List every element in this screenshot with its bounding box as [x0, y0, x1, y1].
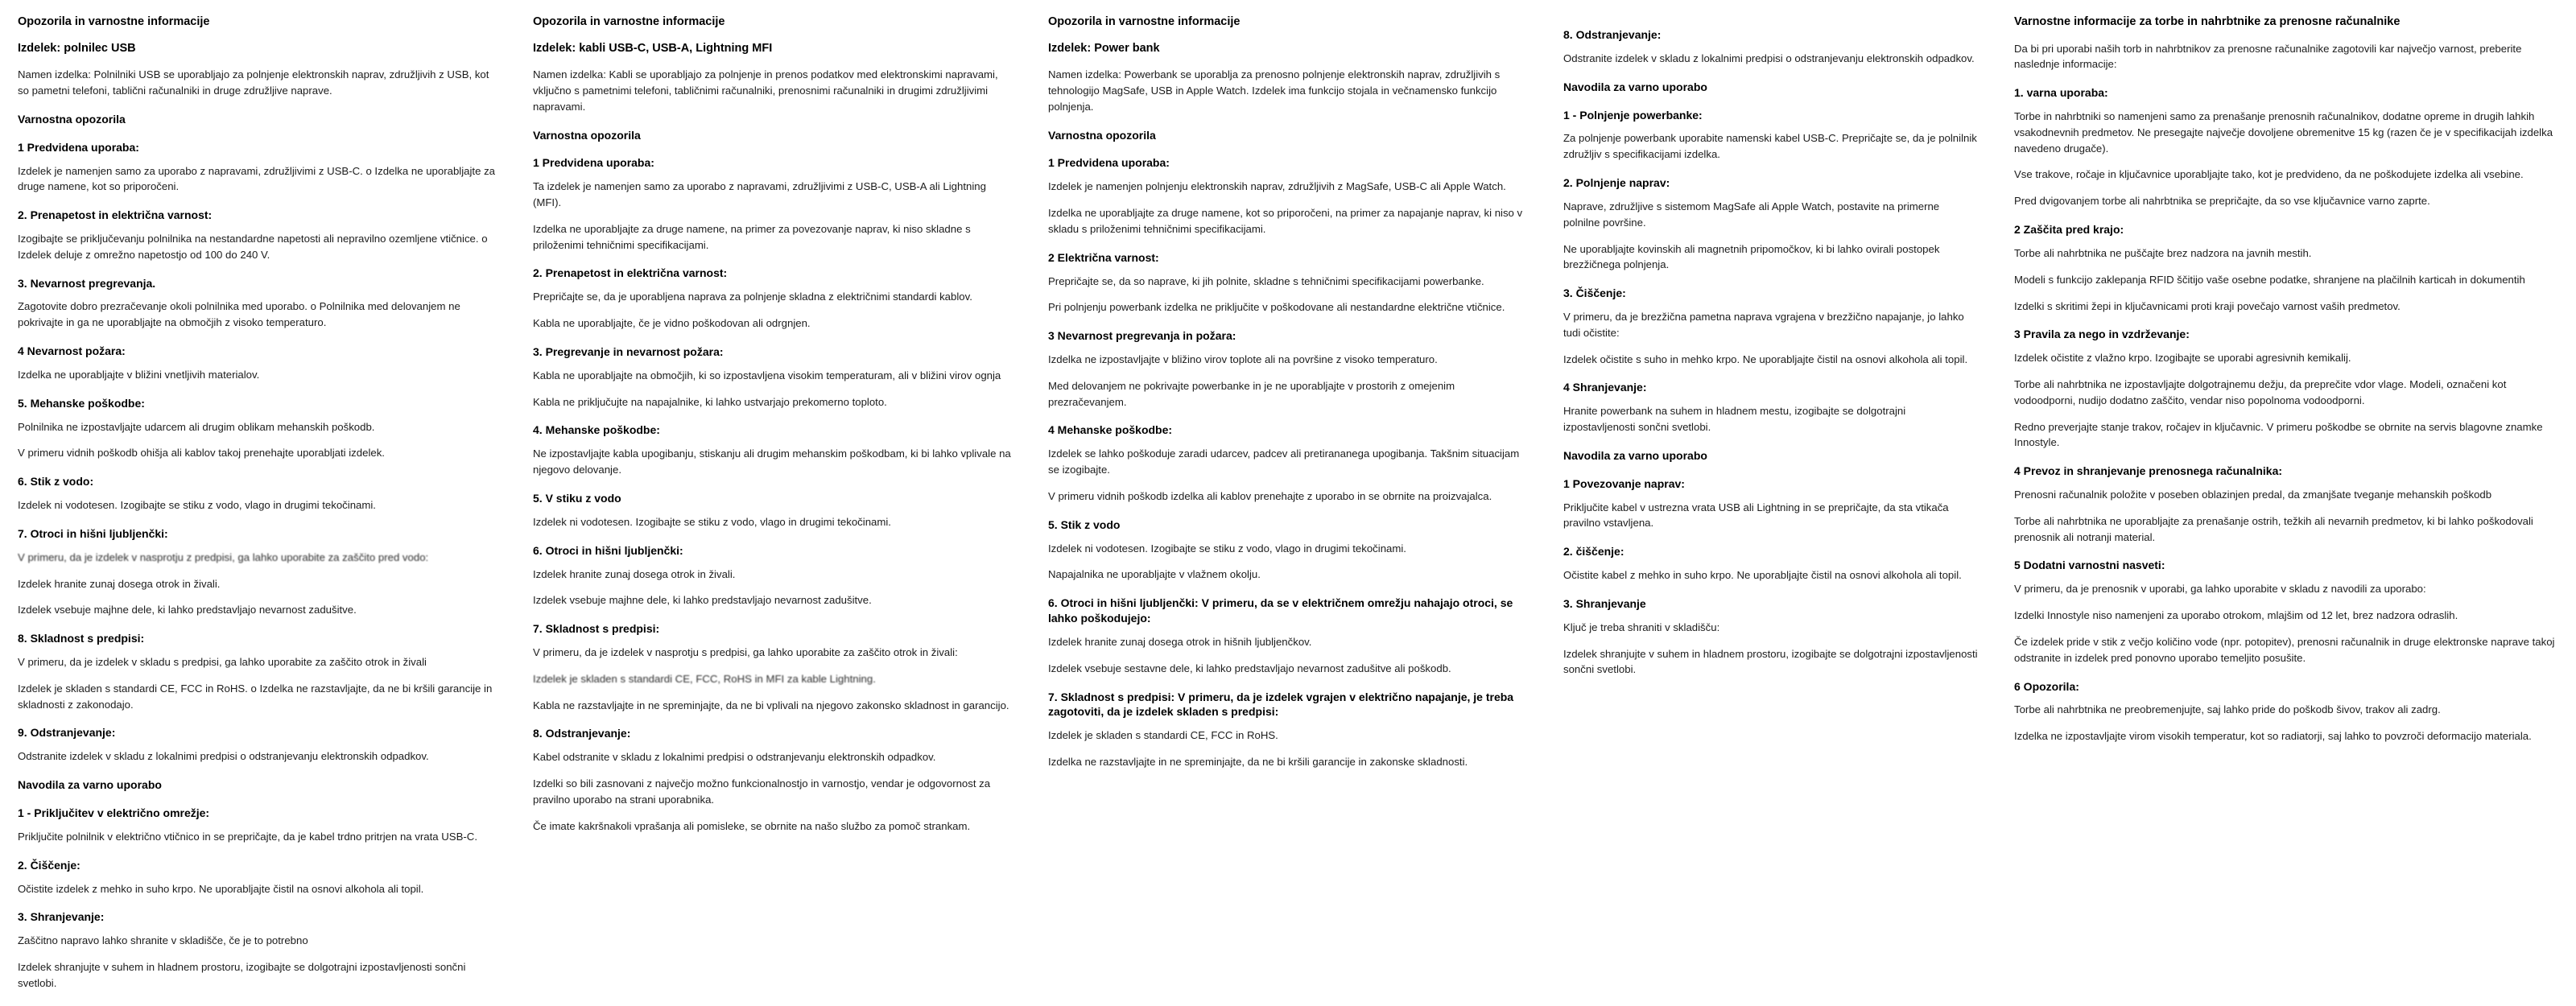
paragraph: Za polnjenje powerbank uporabite namenski kabel USB-C. Prepričajte se, da je polnilnik združljiv s specifikacijami izdelka.	[1563, 132, 1977, 161]
document-column-disposal-usage	[1546, 14, 1996, 688]
paragraph: Ne izpostavljajte kabla upogibanju, stiskanju ali drugim mehanskim poškodbam, ki bi lahko vplivale na njegovo delovanje.	[533, 447, 1011, 476]
paragraph: Očistite izdelek z mehko in suho krpo. Ne uporabljajte čistil na osnovi alkohola ali topil.	[18, 882, 424, 895]
section-heading: 7. Otroci in hišni ljubljenčki:	[18, 526, 168, 540]
section-heading: 1. varna uporaba:	[2014, 86, 2108, 100]
paragraph: Kabla ne priključujte na napajalnike, ki lahko ustvarjajo prekomerno toploto.	[533, 395, 887, 408]
section-heading: 5. Mehanske poškodbe:	[18, 396, 145, 410]
paragraph: Kabel odstranite v skladu z lokalnimi predpisi o odstranjevanju elektronskih odpadkov.	[533, 751, 936, 764]
section-heading: 2. Polnjenje naprav:	[1563, 176, 1670, 190]
paragraph: Če imate kakršnakoli vprašanja ali pomislekе, se obrnite na našo službo za pomoč strankam.	[533, 819, 971, 832]
paragraph: Prepričajte se, da so naprave, ki jih polnite, skladne s tehničnimi specifikacijami powerbanke.	[1048, 274, 1484, 287]
paragraph: Namen izdelka: Polnilniki USB se uporabljajo za polnjenje elektronskih naprav, združljivih z USB, kot so pametni telefoni, tablični računalniki in druge združljive naprave.	[18, 68, 489, 97]
paragraph: Polnilnika ne izpostavljajte udarcem ali drugim oblikam mehanskih poškodb.	[18, 420, 375, 433]
document-column-bags	[1996, 14, 2576, 755]
paragraph: Izdelka ne izpostavljajte virom visokih temperatur, kot so radiatorji, saj lahko to povzroči deformacijo materiala.	[2014, 730, 2532, 743]
paragraph: Da bi pri uporabi naših torb in nahrbtnikov za prenosne računalnike zagotovili kar največjo varnost, preberite naslednje informacije:	[2014, 42, 2522, 71]
paragraph: Izdelka ne uporabljajte za druge namene, na primer za povezovanje naprav, ki niso skladne s priloženimi tehničnimi specifikacijami.	[533, 222, 971, 251]
paragraph: V primeru, da je brezžična pametna naprava vgrajena v brezžično napajanje, jo lahko tudi očistite:	[1563, 311, 1964, 339]
section-title: Varnostne informacije za torbe in nahrbtnike za prenosne računalnike	[2014, 15, 2401, 28]
paragraph: Prepričajte se, da je uporabljena naprava za polnjenje skladna z električnimi standardi kablov.	[533, 291, 972, 303]
section-heading: 2. čiščenje:	[1563, 545, 1624, 559]
section-heading: Navodila za varno uporabo	[1563, 80, 1707, 93]
section-heading: Navodila za varno uporabo	[18, 778, 162, 792]
paragraph: Vse trakove, ročaje in ključavnice uporabljajte tako, kot je predvideno, da ne poškodujete izdelka ali vsebine.	[2014, 168, 2524, 181]
section-heading: 3. Nevarnost pregrevanja.	[18, 276, 156, 290]
paragraph: Izdelek shranjujte v suhem in hladnem prostoru, izogibajte se dolgotrajni izpostavljenosti sončni svetlobi.	[18, 961, 466, 989]
paragraph: Torbe ali nahrbtnika ne izpostavljajte dolgotrajnemu dežju, da preprečite vdor vlage. Modeli, označeni kot vodoodporni, nudijo dodatno zaščito, vendar niso popolnoma vodoodporni.	[2014, 378, 2507, 406]
section-heading: 6. Stik z vodo:	[18, 475, 94, 489]
section-heading: 2 Zaščita pred krajo:	[2014, 223, 2124, 237]
document-column-cables	[515, 14, 1030, 844]
paragraph: Prenosni računalnik položite v poseben oblazinjen predal, da zmanjšate tveganje mehanskih poškodb	[2014, 489, 2492, 501]
paragraph: Kabla ne uporabljajte na območjih, ki so izpostavljena visokim temperaturam, ali v bližini virov ognja	[533, 369, 1001, 381]
product-title: Izdelek: kabli USB-C, USB-A, Lightning MFI	[533, 41, 773, 55]
section-heading: Varnostna opozorila	[18, 112, 126, 126]
paragraph: Izdelek vsebuje majhne dele, ki lahko predstavljajo nevarnost zadušitve.	[533, 594, 872, 607]
paragraph: Torbe ali nahrbtnika ne preobremenjujte, saj lahko pride do poškodb šivov, trakov ali zadrg.	[2014, 703, 2441, 716]
paragraph: Očistite kabel z mehko in suho krpo. Ne uporabljajte čistil na osnovi alkohola ali topil.	[1563, 569, 1962, 582]
section-heading: 4 Shranjevanje:	[1563, 381, 1647, 394]
paragraph: Priključite kabel v ustrezna vrata USB ali Lightning in se prepričajte, da sta vtikača pravilno vstavljena.	[1563, 501, 1949, 530]
section-heading: 1 Povezovanje naprav:	[1563, 476, 1685, 490]
paragraph: Pred dvigovanjem torbe ali nahrbtnika se prepričajte, da so vse ključavnice varno zaprte.	[2014, 195, 2430, 208]
paragraph: Izdelek je namenjen polnjenju elektronskih naprav, združljivih z MagSafe, USB-C ali Apple Watch.	[1048, 180, 1506, 193]
section-heading: 4 Mehanske poškodbe:	[1048, 423, 1173, 437]
section-heading: 3. Pregrevanje in nevarnost požara:	[533, 344, 724, 358]
section-heading: Navodila za varno uporabo	[1563, 448, 1707, 462]
paragraph: Zagotovite dobro prezračevanje okoli polnilnika med uporabo. o Polnilnika med delovanjem ne pokrivajte in ga ne uporabljajte na območjih z visoko temperaturo.	[18, 300, 460, 329]
document-column-powerbank	[1030, 14, 1546, 781]
section-heading: 1 Predvidena uporaba:	[533, 156, 654, 170]
section-heading: 7. Skladnost s predpisi:	[533, 622, 660, 636]
paragraph: Če izdelek pride v stik z večjo količino vode (npr. potopitev), prenosni računalnik in druge elektronske naprave takoj odstranite in izdelek pred ponovno uporabo temeljito posušite.	[2014, 635, 2555, 664]
section-heading: 3 Pravila za nego in vzdrževanje:	[2014, 328, 2190, 341]
paragraph: Izdelka ne razstavljajte in ne spreminjajte, da ne bi kršili garancije in zakonske skladnosti.	[1048, 756, 1468, 769]
section-heading: 3. Shranjevanje:	[18, 910, 105, 924]
section-heading: 7. Skladnost s predpisi: V primeru, da je izdelek vgrajen v električno napajanje, je treba zagotoviti, da je izdelek skladen s predpisi:	[1048, 690, 1514, 719]
paragraph: Izdelek vsebuje sestavne dele, ki lahko predstavljajo nevarnost zadušitve ali poškodb.	[1048, 662, 1451, 674]
paragraph: Odstranite izdelek v skladu z lokalnimi predpisi o odstranjevanju elektronskih odpadkov.	[1563, 52, 1975, 64]
paragraph: V primeru, da je izdelek v skladu s predpisi, ga lahko uporabite za zaščito otrok in živali	[18, 656, 427, 669]
section-heading: 6 Opozorila:	[2014, 679, 2079, 693]
section-heading: 3. Shranjevanje	[1563, 596, 1646, 610]
paragraph: Izdelek vsebuje majhne dele, ki lahko predstavljajo nevarnost zadušitve.	[18, 604, 357, 616]
paragraph: Kabla ne razstavljajte in ne spreminjajte, da ne bi vplivali na njegovo zakonsko skladnost in garancijo.	[533, 699, 1009, 711]
paragraph: Izdelek hranite zunaj dosega otrok in živali.	[18, 577, 221, 590]
paragraph: V primeru vidnih poškodb izdelka ali kablov prenehajte z uporabo in se obrnite na proizvajalca.	[1048, 489, 1492, 502]
paragraph: Hranite powerbank na suhem in hladnem mestu, izogibajte se dolgotrajni izpostavljenosti sončni svetlobi.	[1563, 405, 1906, 434]
paragraph: Izdelka ne izpostavljajte v bližino virov toplote ali na površine z visoko temperaturo.	[1048, 353, 1438, 366]
paragraph: Torbe ali nahrbtnika ne puščajte brez nadzora na javnih mestih.	[2014, 246, 2312, 259]
section-heading: 2. Čiščenje:	[18, 858, 80, 872]
section-heading: Varnostna opozorila	[1048, 128, 1156, 142]
paragraph: V primeru, da je prenosnik v uporabi, ga lahko uporabite v skladu z navodili za uporabo:	[2014, 583, 2426, 596]
paragraph: Priključite polnilnik v električno vtičnico in se prepričajte, da je kabel trdno pritrjen na vrata USB-C.	[18, 830, 477, 843]
paragraph: Zaščitno napravo lahko shranite v skladišče, če je to potrebno	[18, 934, 308, 947]
paragraph: Naprave, združljive s sistemom MagSafe ali Apple Watch, postavite na primerne polnilne površine.	[1563, 200, 1940, 229]
section-heading: 6. Otroci in hišni ljubljenčki:	[533, 543, 683, 557]
paragraph: Kabla ne uporabljajte, če je vidno poškodovan ali odrgnjen.	[533, 317, 811, 330]
paragraph: Izogibajte se priključevanju polnilnika na nestandardne napetosti ali nepravilno ozemljene vtičnice. o Izdelek deluje z omrežno napetostjo od 100 do 240 V.	[18, 232, 488, 261]
paragraph: V primeru, da je izdelek v nasprotju z predpisi, ga lahko uporabite za zaščito pred vodo:	[18, 550, 429, 563]
paragraph: Izdelek ni vodotesen. Izogibajte se stiku z vodo, vlago in drugimi tekočinami.	[1048, 542, 1406, 555]
section-heading: 8. Odstranjevanje:	[1563, 28, 1662, 41]
paragraph: V primeru, da je izdelek v nasprotju s predpisi, ga lahko uporabite za zaščito otrok in živali:	[533, 646, 958, 658]
paragraph: Modeli s funkcijo zaklepanja RFID ščitijo vaše osebne podatke, shranjene na plačilnih karticah in dokumentih	[2014, 273, 2525, 286]
paragraph: V primeru vidnih poškodb ohišja ali kablov takoj prenehajte uporabljati izdelek.	[18, 447, 385, 460]
paragraph: Izdelek očistite z vlažno krpo. Izogibajte se uporabi agresivnih kemikalij.	[2014, 352, 2351, 365]
paragraph: Izdelki s skritimi žepi in ključavnicami proti kraji povečajo varnost vaših predmetov.	[2014, 299, 2401, 312]
paragraph: Izdelek je skladen s standardi CE, FCC, RoHS in MFI za kable Lightning.	[533, 672, 876, 685]
paragraph: Izdelek ni vodotesen. Izogibajte se stiku z vodo, vlago in drugimi tekočinami.	[533, 515, 891, 528]
section-heading: 2. Prenapetost in električna varnost:	[18, 208, 213, 222]
paragraph: Izdelki so bili zasnovani z največjo možno funkcionalnostjo in varnostjo, vendar je odgovornost za pravilno uporabo na strani uporabnika.	[533, 777, 991, 806]
paragraph: Izdelek se lahko poškoduje zaradi udarcev, padcev ali pretirananega upogibanja. Takšnim situacijam se izogibajte.	[1048, 447, 1520, 476]
paragraph: Ne uporabljajte kovinskih ali magnetnih pripomočkov, ki bi lahko ovirali postopek brezžičnega polnjenja.	[1563, 242, 1940, 271]
paragraph: Izdelek je skladen s standardi CE, FCC in RoHS.	[1048, 729, 1278, 742]
paragraph: Med delovanjem ne pokrivajte powerbanke in je ne uporabljajte v prostorih z omejenim prezračevanjem.	[1048, 379, 1455, 408]
section-heading: 8. Skladnost s predpisi:	[18, 632, 145, 645]
paragraph: Namen izdelka: Kabli se uporabljajo za polnjenje in prenos podatkov med elektronskimi napravami, vključno s pametnimi telefoni, tabličnimi računalniki, prenosnimi računalniki in drugimi združljivimi napravami.	[533, 68, 998, 113]
paragraph: Ključ je treba shraniti v skladišču:	[1563, 621, 1720, 633]
paragraph: Izdelek je skladen s standardi CE, FCC in RoHS. o Izdelka ne razstavljajte, da ne bi kršili garancije in skladnosti z zakonodajo.	[18, 682, 493, 711]
paragraph: Izdelek očistite s suho in mehko krpo. Ne uporabljajte čistil na osnovi alkohola ali topil.	[1563, 353, 1968, 365]
section-heading: 2. Prenapetost in električna varnost:	[533, 266, 728, 280]
section-heading: 4. Mehanske poškodbe:	[533, 423, 660, 437]
section-heading: 4 Nevarnost požara:	[18, 344, 126, 358]
section-heading: 1 - Priključitev v električno omrežje:	[18, 806, 210, 820]
section-title: Opozorila in varnostne informacije	[533, 15, 725, 28]
paragraph: Izdelka ne uporabljajte za druge namene, kot so priporočeni, na primer za napajanje naprav, ki niso v skladu s priloženimi tehničnimi specifikacijami.	[1048, 207, 1523, 235]
paragraph: Izdelka ne uporabljajte v bližini vnetljivih materialov.	[18, 368, 260, 381]
paragraph: Izdelek ni vodotesen. Izogibajte se stiku z vodo, vlago in drugimi tekočinami.	[18, 499, 376, 512]
paragraph: Izdelki Innostyle niso namenjeni za uporabo otrokom, mlajšim od 12 let, brez nadzora odraslih.	[2014, 609, 2458, 622]
section-heading: 5. Stik z vodo	[1048, 517, 1121, 531]
section-heading: 3 Nevarnost pregrevanja in požara:	[1048, 329, 1236, 343]
section-heading: Varnostna opozorila	[533, 128, 641, 142]
product-title: Izdelek: Power bank	[1048, 41, 1160, 55]
section-heading: 8. Odstranjevanje:	[533, 727, 631, 740]
section-heading: 2 Električna varnost:	[1048, 250, 1159, 264]
paragraph: Torbe ali nahrbtnika ne uporabljajte za prenašanje ostrih, težkih ali nevarnih predmetov, ki bi lahko poškodovali prenosnik ali notranji material.	[2014, 514, 2533, 543]
paragraph: Izdelek hranite zunaj dosega otrok in živali.	[533, 567, 736, 580]
section-heading: 4 Prevoz in shranjevanje prenosnega računalnika:	[2014, 464, 2283, 478]
paragraph: Torbe in nahrbtniki so namenjeni samo za prenašanje prenosnih računalnikov, dodatne opreme in drugih lahkih vsakodnevnih predmetov. Ne presegajte največje dovoljene obremenitve 15 kg (razen če je v specifikacijah izdelka navedeno drugače).	[2014, 110, 2553, 155]
paragraph: Odstranite izdelek v skladu z lokalnimi predpisi o odstranjevanju elektronskih odpadkov.	[18, 750, 429, 763]
paragraph: Namen izdelka: Powerbank se uporablja za prenosno polnjenje elektronskih naprav, združljivih s tehnologijo MagSafe, USB in Apple Watch. Izdelek ima funkcijo stojala in večnamensko funkcijo polnjenja.	[1048, 68, 1501, 113]
paragraph: Izdelek je namenjen samo za uporabo z napravami, združljivimi z USB-C. o Izdelka ne uporabljajte za druge namene, kot so priporočeni.	[18, 164, 495, 193]
document-column-usb-charger	[0, 14, 515, 1002]
section-heading: 9. Odstranjevanje:	[18, 726, 116, 740]
paragraph: Napajalnika ne uporabljajte v vlažnem okolju.	[1048, 568, 1261, 581]
section-title: Opozorila in varnostne informacije	[18, 15, 210, 28]
section-title: Opozorila in varnostne informacije	[1048, 15, 1241, 28]
section-heading: 1 Predvidena uporaba:	[1048, 156, 1170, 170]
paragraph: Redno preverjajte stanje trakov, ročajev in ključavnic. V primeru poškodbe se obrnite na servis blagovne znamke Innostyle.	[2014, 420, 2543, 449]
section-heading: 1 - Polnjenje powerbanke:	[1563, 108, 1703, 122]
section-heading: 1 Predvidena uporaba:	[18, 140, 139, 154]
section-heading: 3. Čiščenje:	[1563, 287, 1626, 300]
section-heading: 6. Otroci in hišni ljubljenčki: V primeru, da se v električnem omrežju nahajajo otroci, se lahko poškodujejo:	[1048, 596, 1513, 625]
paragraph: Pri polnjenju powerbank izdelka ne priključite v poškodovane ali nestandardne električne vtičnice.	[1048, 301, 1505, 314]
section-heading: 5. V stiku z vodo	[533, 491, 621, 505]
paragraph: Izdelek hranite zunaj dosega otrok in hišnih ljubljenčkov.	[1048, 636, 1312, 648]
product-title: Izdelek: polnilec USB	[18, 41, 136, 55]
paragraph: Ta izdelek je namenjen samo za uporabo z napravami, združljivimi z USB-C, USB-A ali Lightning (MFI).	[533, 180, 986, 209]
paragraph: Izdelek shranjujte v suhem in hladnem prostoru, izogibajte se dolgotrajni izpostavljenosti sončni svetlobi.	[1563, 647, 1978, 676]
section-heading: 5 Dodatni varnostni nasveti:	[2014, 559, 2165, 572]
